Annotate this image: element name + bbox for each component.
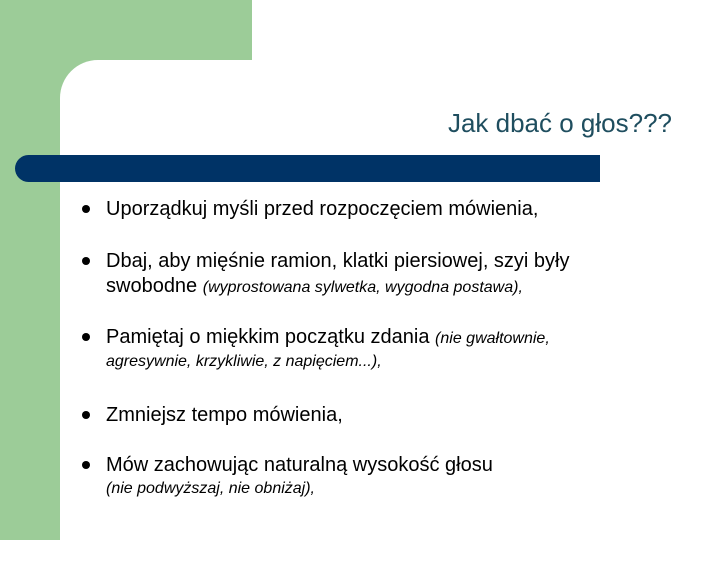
title-underline-bar — [15, 155, 600, 182]
bullet-icon — [82, 411, 90, 419]
list-item — [106, 249, 686, 300]
item-text: Dbaj, aby mięśnie ramion, klatki piersiowej, szyi były — [106, 250, 570, 272]
item-note-continued: agresywnie, krzykliwie, z napięciem...), — [106, 353, 382, 370]
item-note: (nie gwałtownie, — [435, 330, 550, 347]
slide-title: Jak dbać o głos??? — [447, 108, 672, 138]
item-text: Mów zachowując naturalną wysokość głosu — [106, 454, 493, 476]
item-text: Pamiętaj o miękkim początku zdania — [106, 326, 436, 348]
list-item — [106, 453, 686, 500]
item-text: Uporządkuj myśli przed rozpoczęciem mówienia, — [106, 198, 539, 220]
bullet-icon — [82, 257, 90, 265]
item-text-continued: swobodne — [106, 275, 203, 297]
bullet-icon — [82, 461, 90, 469]
item-text: Zmniejsz tempo mówienia, — [106, 404, 343, 426]
item-note: (nie podwyższaj, nie obniżaj), — [106, 480, 315, 497]
list-item — [106, 325, 686, 373]
item-note: (wyprostowana sylwetka, wygodna postawa), — [202, 279, 523, 296]
list-item — [106, 197, 686, 222]
list-item — [106, 403, 686, 428]
bullet-icon — [82, 333, 90, 341]
bullet-icon — [82, 205, 90, 213]
